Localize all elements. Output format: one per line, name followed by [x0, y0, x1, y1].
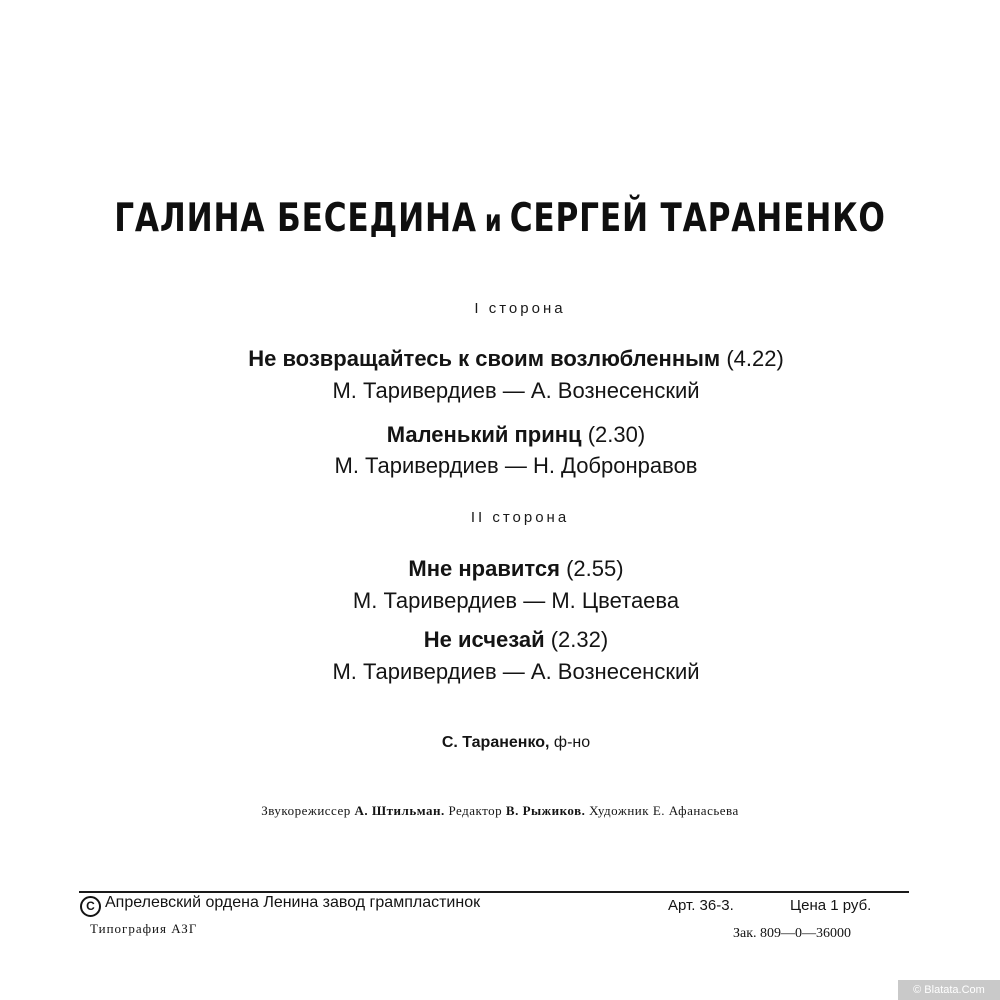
track-3: [16, 556, 1000, 582]
track-4-duration: (2.32): [550, 627, 609, 652]
track-2-duration: (2.30): [587, 422, 646, 447]
title-conjunction: и: [484, 204, 502, 239]
article-number: Арт. 36-3.: [668, 897, 734, 914]
copyright-icon: C: [80, 896, 101, 917]
footer-divider: [79, 891, 909, 893]
track-3-authors: М. Таривердиев — М. Цветаева: [352, 588, 680, 613]
track-4-authors: М. Таривердиев — А. Вознесенский: [332, 659, 700, 684]
performer-name: С. Тараненко,: [441, 734, 550, 751]
editor-role: Редактор: [448, 803, 503, 818]
credits-line: [0, 803, 1000, 819]
publisher-name: Апрелевский ордена Ленина завод грампластинок: [105, 894, 481, 911]
artist-name: Е. Афанасьева: [652, 803, 739, 818]
track-2: [16, 422, 1000, 448]
performer-note: [16, 734, 1000, 752]
track-3-duration: (2.55): [566, 556, 624, 581]
track-1-duration: (4.22): [726, 346, 784, 371]
track-3-title: Мне нравится: [408, 556, 560, 581]
order-number: Зак. 809—0—36000: [733, 926, 852, 941]
performer-2: СЕРГЕЙ ТАРАНЕНКО: [509, 196, 886, 241]
printing-house: Типография АЗГ: [90, 921, 198, 936]
track-1: [16, 346, 1000, 372]
performer-instrument: ф-но: [553, 734, 591, 751]
artist-role: Художник: [589, 803, 650, 818]
sound-engineer-name: А. Штильман.: [354, 803, 445, 818]
editor-name: В. Рыжиков.: [505, 803, 586, 818]
track-2-authors: М. Таривердиев — Н. Добронравов: [334, 453, 698, 478]
performer-1: ГАЛИНА БЕСЕДИНА: [114, 196, 477, 241]
track-2-title: Маленький принц: [386, 422, 582, 447]
track-1-authors: М. Таривердиев — А. Вознесенский: [332, 378, 700, 403]
track-4: [16, 627, 1000, 653]
album-title: [100, 196, 900, 241]
track-4-title: Не исчезай: [423, 627, 545, 652]
sound-engineer-role: Звукорежиссер: [261, 803, 351, 818]
price: Цена 1 руб.: [790, 897, 872, 914]
site-watermark: © Blatata.Com: [898, 980, 1000, 1000]
track-1-title: Не возвращайтесь к своим возлюбленным: [248, 346, 721, 371]
publisher-line: [80, 894, 480, 917]
side-1-heading: I сторона: [474, 300, 566, 317]
side-2-heading: II сторона: [470, 509, 570, 526]
